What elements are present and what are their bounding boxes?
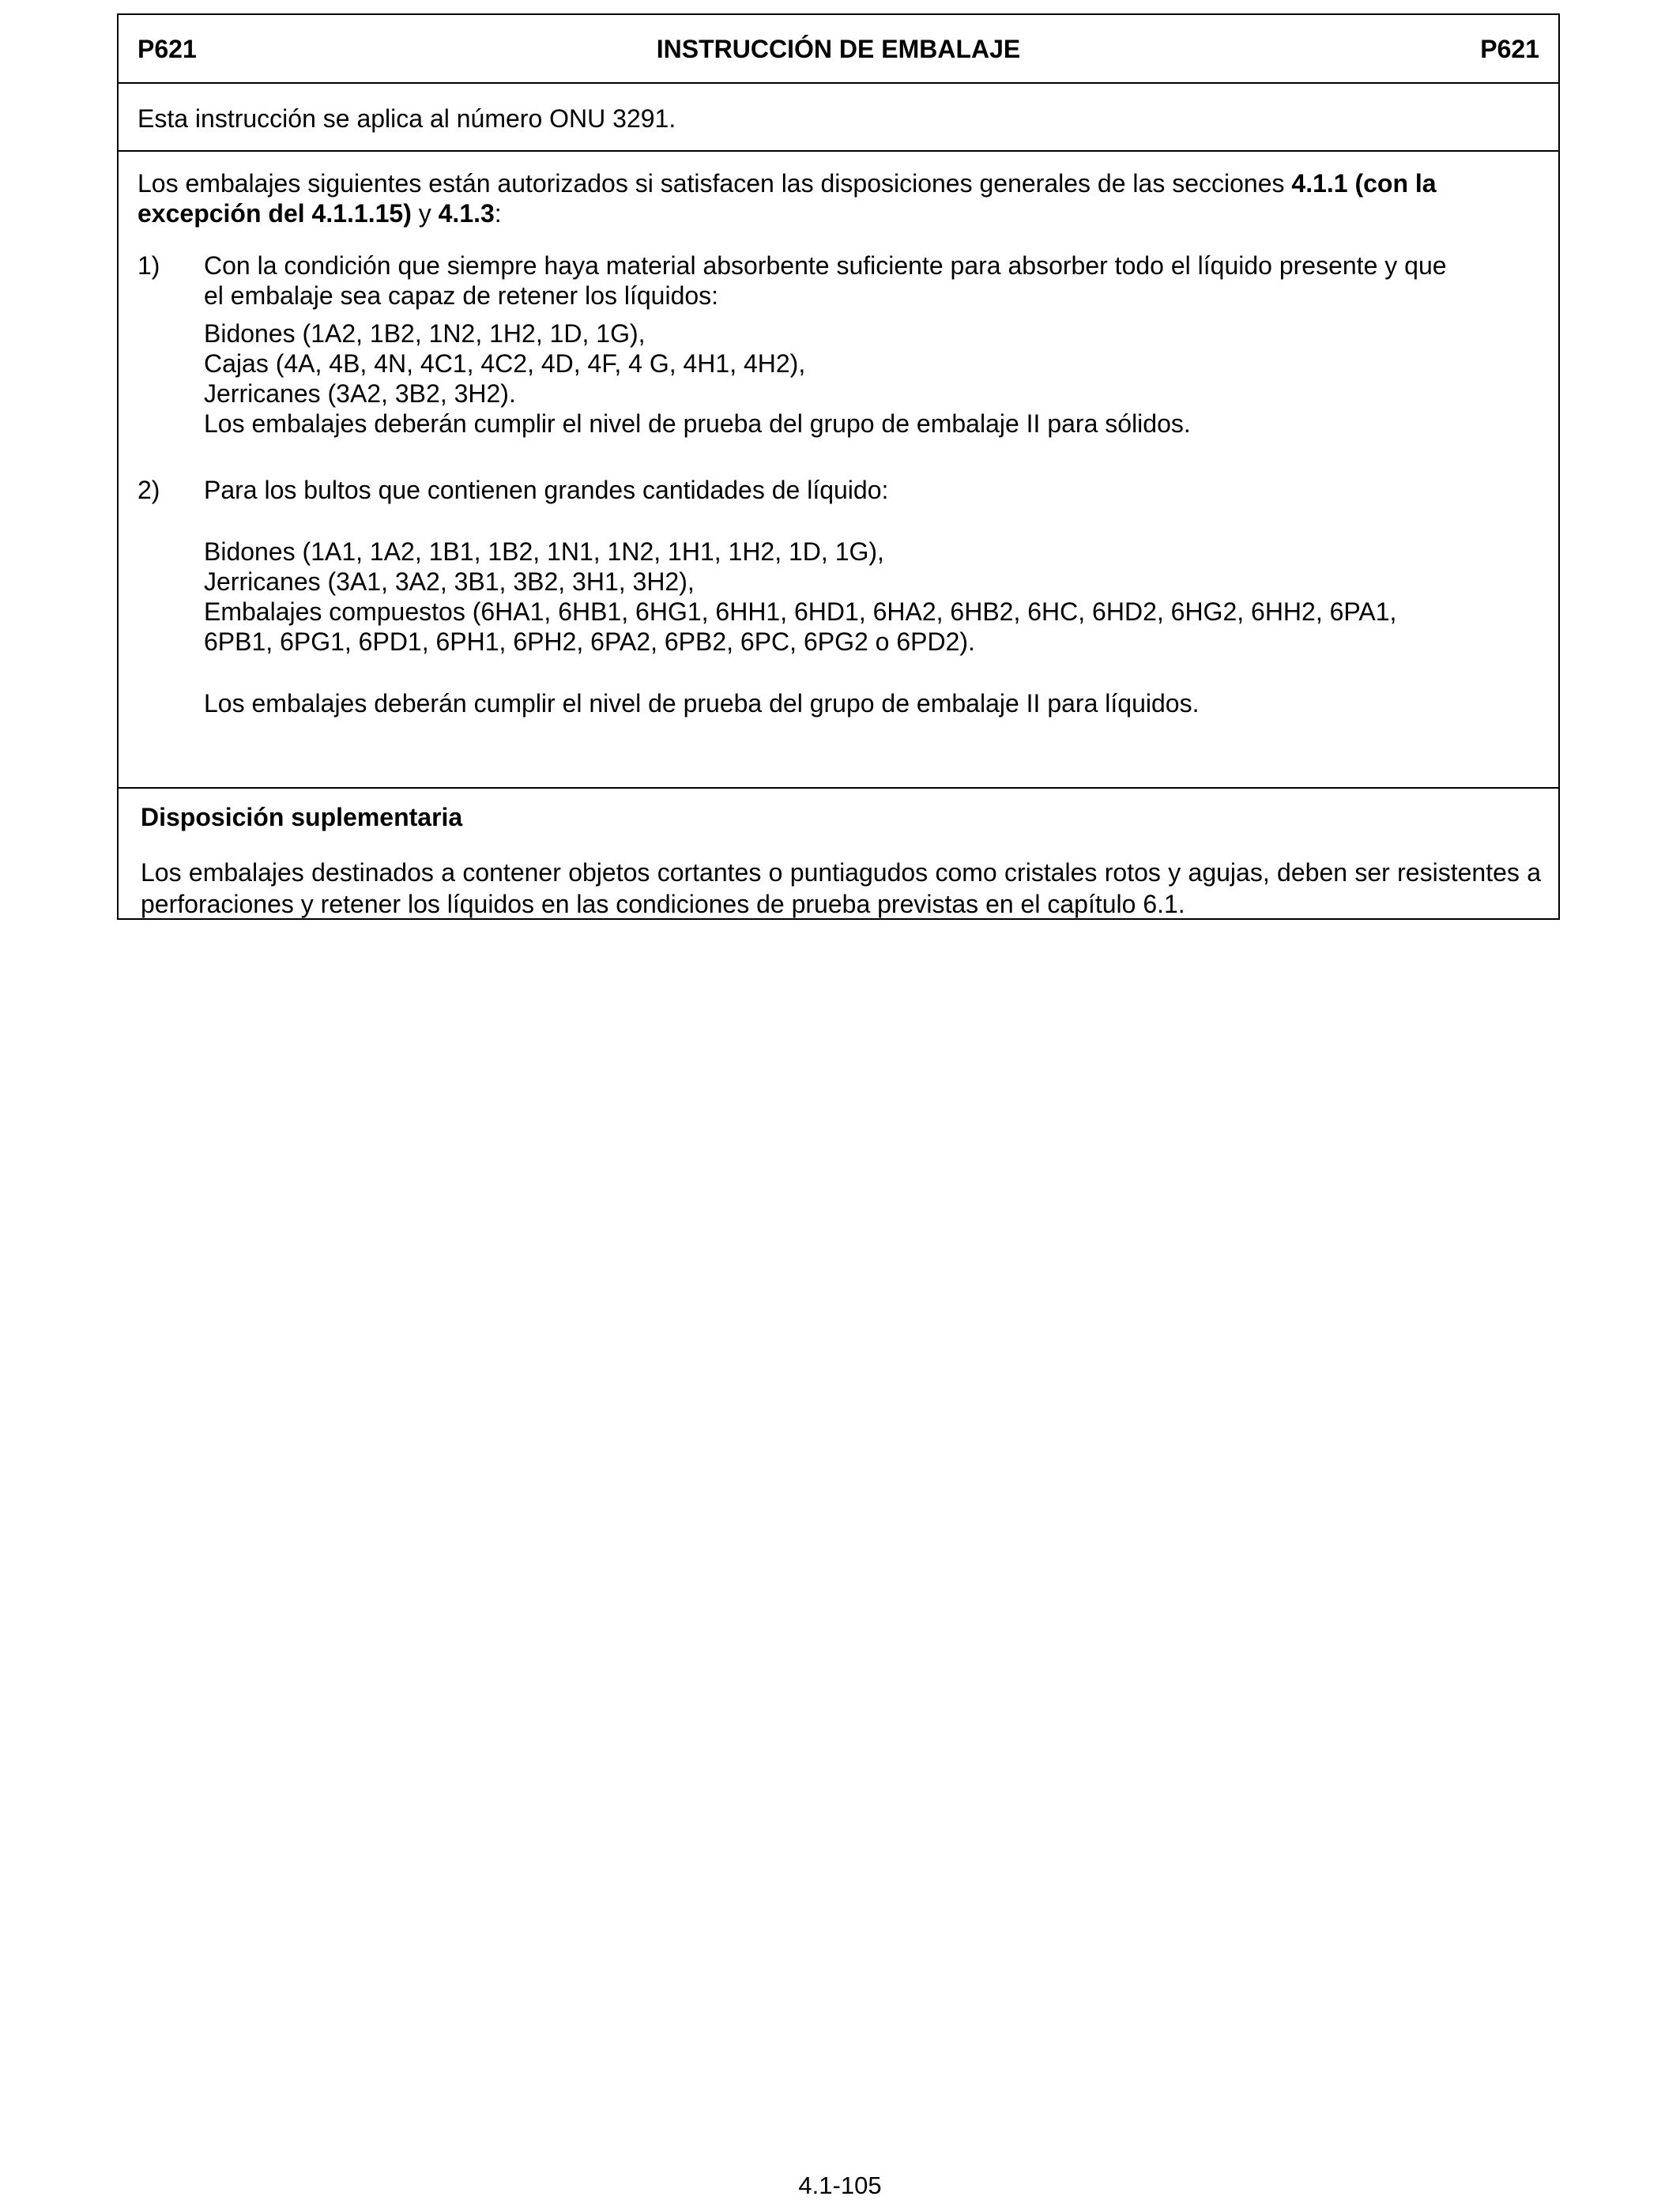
page-number: 4.1-105 [798,2172,882,2199]
item-2-jerricans: Jerricanes (3A1, 3A2, 3B1, 3B2, 3H1, 3H2), [204,567,695,596]
item-2-number: 2) [137,476,160,504]
item-1-line-1: Con la condición que siempre haya material absorbente suficiente para absorber todo el líquido presente y que [204,251,1447,280]
authorized-packagings-row [119,152,1558,789]
item-1-number: 1) [137,251,160,280]
applicability-text: Esta instrucción se aplica al número ONU 3291. [137,104,676,133]
item-1-jerricans: Jerricanes (3A2, 3B2, 3H2). [204,379,516,408]
packing-instruction-table [117,13,1560,920]
item-2-composite-line-1: Embalajes compuestos (6HA1, 6HB1, 6HG1, 6HH1, 6HD1, 6HA2, 6HB2, 6HC, 6HD2, 6HG2, 6HH2, 6PA1, [204,597,1397,626]
supplementary-provision-row [119,789,1558,920]
intro-line-2: excepción del 4.1.1.15) y 4.1.3: [137,199,502,228]
item-2-drums: Bidones (1A1, 1A2, 1B1, 1B2, 1N1, 1N2, 1H1, 1H2, 1D, 1G), [204,537,884,566]
table-title: INSTRUCCIÓN DE EMBALAJE [656,35,1021,63]
instruction-code-right: P621 [1480,35,1539,63]
applicability-row [119,84,1558,152]
item-1-boxes: Cajas (4A, 4B, 4N, 4C1, 4C2, 4D, 4F, 4 G, 4H1, 4H2), [204,349,806,378]
supplementary-heading: Disposición suplementaria [141,803,463,831]
item-1-test-level: Los embalajes deberán cumplir el nivel de prueba del grupo de embalaje II para sólidos. [204,409,1191,438]
item-2-test-level: Los embalajes deberán cumplir el nivel de prueba del grupo de embalaje II para líquidos. [204,689,1200,718]
item-1-drums: Bidones (1A2, 1B2, 1N2, 1H2, 1D, 1G), [204,319,646,348]
instruction-code-left: P621 [137,35,197,63]
supplementary-text: Los embalajes destinados a contener objetos cortantes o puntiagudos como cristales rotos y agujas, deben ser resistentes a perforaciones y retener los líquidos en las condiciones de prueba previstas en el capítulo 6.1. [141,858,1541,918]
table-header-row [119,15,1558,84]
item-2-composite-line-2: 6PB1, 6PG1, 6PD1, 6PH1, 6PH2, 6PA2, 6PB2, 6PC, 6PG2 o 6PD2). [204,627,975,656]
item-2-line-1: Para los bultos que contienen grandes cantidades de líquido: [204,476,889,504]
intro-line-1: Los embalajes siguientes están autorizados si satisfacen las disposiciones generales de las secciones 4.1.1 (con la [137,169,1437,198]
item-1-line-2: el embalaje sea capaz de retener los líquidos: [204,281,719,310]
